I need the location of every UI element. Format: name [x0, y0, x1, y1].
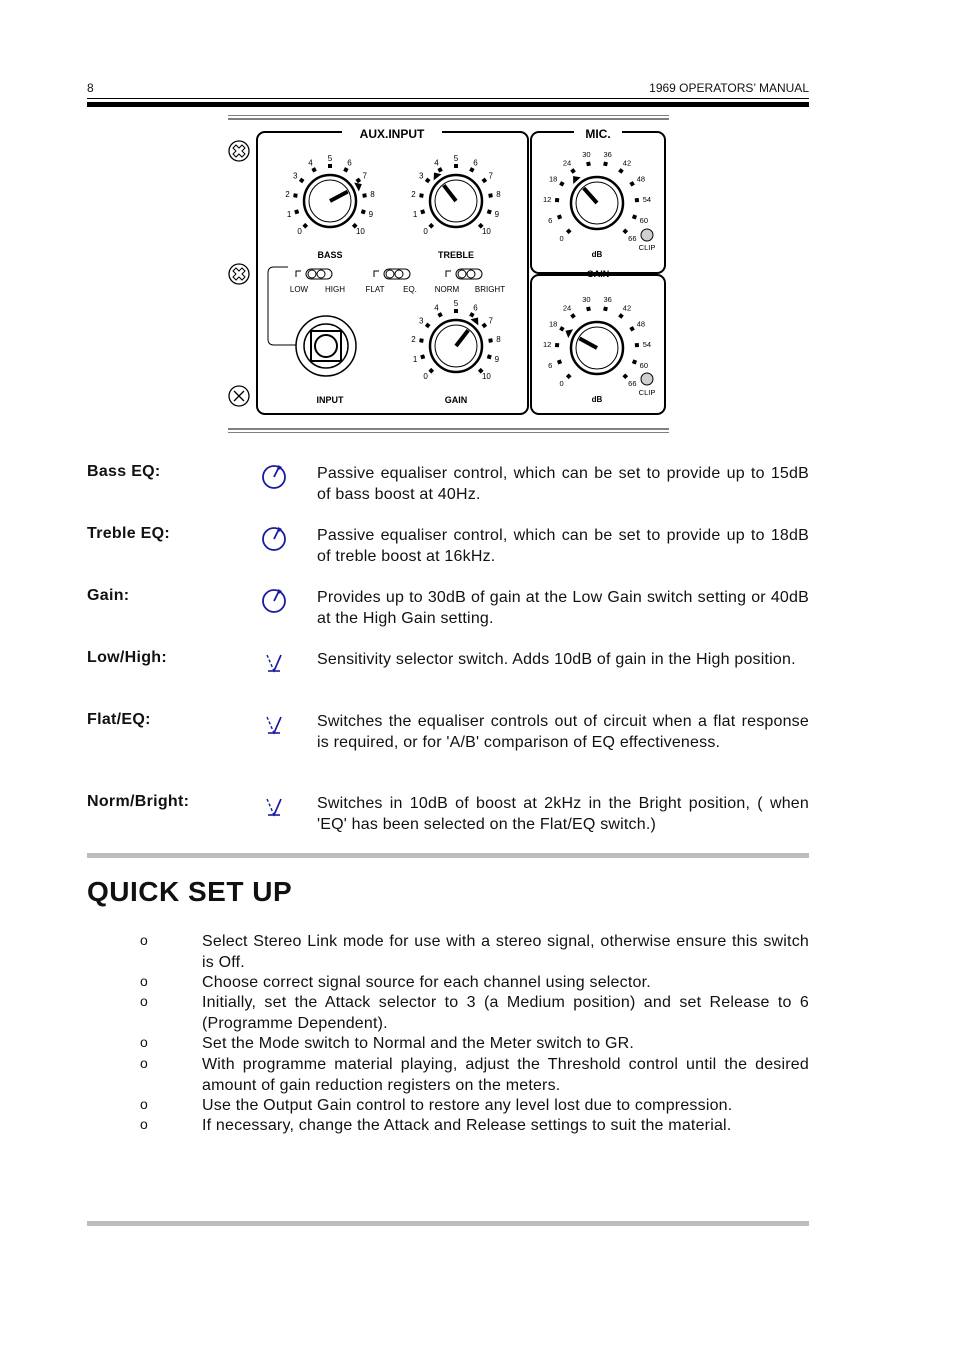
knob-scale-label: 7 — [488, 171, 494, 181]
knob-scale-label: 4 — [434, 158, 439, 168]
knob-scale-label: 9 — [494, 355, 500, 365]
toggle-switch-icon — [259, 791, 289, 821]
knob-scale-label: 30 — [582, 294, 591, 304]
clip-label: CLIP — [638, 388, 656, 397]
treble-label: TREBLE — [438, 250, 474, 260]
bullet-icon: o — [140, 993, 148, 1009]
setup-step-text: If necessary, change the Attack and Release settings to suit the material. — [202, 1117, 732, 1134]
knob-scale-label: 0 — [297, 227, 302, 237]
knob-scale-label: 1 — [412, 355, 418, 365]
knob-scale-label: 8 — [496, 190, 501, 200]
definition-term: Treble EQ: — [87, 525, 171, 542]
knob-scale-label: 6 — [347, 158, 352, 168]
knob-scale-label: 66 — [628, 233, 637, 243]
rack-screw-icon — [229, 141, 249, 161]
knob-scale-label: 3 — [292, 171, 298, 181]
mic-title: MIC. — [585, 127, 611, 141]
mic-gain-knob[interactable] — [543, 150, 651, 243]
knob-scale-label: 54 — [642, 195, 652, 205]
definition-description: Sensitivity selector switch. Adds 10dB of gain in the High position. — [317, 651, 796, 668]
toggle-switch-icon — [259, 647, 289, 677]
knob-scale-label: 10 — [355, 227, 365, 237]
definition-term: Low/High: — [87, 649, 168, 666]
mic-gain-knob[interactable] — [543, 295, 651, 388]
knob-scale-label: 3 — [418, 316, 424, 326]
knob-scale-label: 30 — [582, 149, 591, 159]
definition-description: Provides up to 30dB of gain at the Low Gain switch setting or 40dB at the High Gain setting. — [317, 589, 809, 627]
header-rule — [87, 102, 809, 107]
footer-divider — [87, 1221, 809, 1226]
section-divider — [87, 853, 809, 858]
definition-description: Switches the equaliser controls out of circuit when a flat response is required, or for 'A/B' comparison of EQ effectiveness. — [317, 713, 809, 751]
knob-icon — [259, 585, 289, 615]
section-title: QUICK SET UP — [87, 876, 293, 907]
knob-scale-label: 6 — [473, 303, 478, 313]
switch-flat-label: FLAT — [365, 285, 385, 294]
input-jack[interactable] — [296, 316, 356, 376]
setup-step-text: Set the Mode switch to Normal and the Meter switch to GR. — [202, 1035, 635, 1052]
knob-scale-label: 1 — [412, 210, 418, 220]
knob-scale-label: 66 — [628, 378, 637, 388]
setup-step-text: With programme material playing, adjust the Threshold control until the desired amount of gain reduction registers on the meters. — [202, 1056, 809, 1094]
knob-scale-label: 0 — [423, 227, 428, 237]
low-high-switch[interactable] — [296, 269, 332, 279]
switch-high-label: HIGH — [325, 285, 345, 294]
knob-scale-label: 0 — [559, 233, 564, 243]
knob-scale-label: 60 — [639, 361, 649, 371]
clip-led — [641, 373, 653, 385]
knob-scale-label: 5 — [453, 153, 459, 163]
definition-description: Passive equaliser control, which can be set to provide up to 18dB of treble boost at 16kHz. — [317, 527, 809, 565]
knob-scale-label: 5 — [453, 298, 459, 308]
knob-scale-label: 6 — [548, 216, 553, 226]
bullet-icon: o — [140, 1055, 148, 1071]
switch-bright-label: BRIGHT — [474, 285, 506, 294]
mic-gain-label: GAIN — [586, 269, 610, 279]
switch-eq-label: EQ. — [403, 285, 417, 294]
knob-scale-label: 0 — [559, 378, 564, 388]
bullet-icon: o — [140, 1034, 148, 1050]
bullet-icon: o — [140, 1116, 148, 1132]
knob-scale-label: 42 — [622, 303, 632, 313]
rack-screw-icon — [229, 264, 249, 284]
definition-term: Gain: — [87, 587, 130, 604]
knob-scale-label: 3 — [418, 171, 424, 181]
knob-scale-label: 12 — [542, 195, 552, 205]
knob-scale-label: 42 — [622, 158, 632, 168]
db-label: dB — [591, 395, 603, 404]
definition-term: Norm/Bright: — [87, 793, 190, 810]
switch-norm-label: NORM — [434, 285, 460, 294]
knob-scale-label: 4 — [308, 158, 313, 168]
page-number: 8 — [87, 81, 94, 95]
knob-scale-label: 7 — [362, 171, 368, 181]
gain-knob[interactable] — [411, 299, 501, 381]
definition-term: Bass EQ: — [87, 463, 161, 480]
bass-label: BASS — [317, 250, 343, 260]
knob-scale-label: 2 — [411, 335, 416, 345]
definition-description: Switches in 10dB of boost at 2kHz in the Bright position, ( when 'EQ' has been selected on the Flat/EQ switch.) — [317, 795, 809, 833]
setup-step-text: Initially, set the Attack selector to 3 (a Medium position) and set Release to 6 (Programme Dependent). — [202, 994, 809, 1032]
flat-eq-switch[interactable] — [374, 269, 410, 279]
manual-title: 1969 OPERATORS’ MANUAL — [649, 81, 809, 95]
norm-bright-switch[interactable] — [446, 269, 482, 279]
knob-scale-label: 1 — [286, 210, 292, 220]
knob-scale-label: 2 — [285, 190, 290, 200]
gain-label: GAIN — [444, 395, 468, 405]
clip-label: CLIP — [638, 243, 656, 252]
knob-scale-label: 12 — [542, 340, 552, 350]
rack-screw-icon — [229, 386, 249, 406]
clip-led — [641, 229, 653, 241]
db-label: dB — [591, 250, 603, 259]
bass-knob[interactable] — [285, 154, 375, 236]
knob-scale-label: 10 — [481, 372, 491, 382]
knob-scale-label: 0 — [423, 372, 428, 382]
setup-step-text: Select Stereo Link mode for use with a stereo signal, otherwise ensure this switch is Off. — [202, 933, 809, 971]
header-rule-thin — [87, 98, 809, 99]
bullet-icon: o — [140, 973, 148, 989]
knob-scale-label: 5 — [327, 153, 333, 163]
knob-scale-label: 7 — [488, 316, 494, 326]
switch-low-label: LOW — [289, 285, 309, 294]
knob-scale-label: 18 — [548, 174, 558, 184]
knob-icon — [259, 461, 289, 491]
knob-scale-label: 9 — [368, 210, 374, 220]
knob-scale-label: 6 — [473, 158, 478, 168]
bullet-icon: o — [140, 1096, 148, 1112]
treble-knob[interactable] — [411, 154, 501, 236]
knob-scale-label: 48 — [636, 174, 646, 184]
knob-scale-label: 54 — [642, 340, 652, 350]
knob-scale-label: 6 — [548, 361, 553, 371]
definition-description: Passive equaliser control, which can be set to provide up to 15dB of bass boost at 40Hz. — [317, 465, 809, 503]
knob-scale-label: 24 — [562, 303, 572, 313]
knob-scale-label: 24 — [562, 158, 572, 168]
aux-input-title: AUX.INPUT — [359, 127, 425, 141]
knob-scale-label: 18 — [548, 319, 558, 329]
knob-scale-label: 36 — [603, 294, 612, 304]
knob-scale-label: 8 — [370, 190, 375, 200]
toggle-switch-icon — [259, 709, 289, 739]
knob-scale-label: 4 — [434, 303, 439, 313]
setup-step-text: Use the Output Gain control to restore any level lost due to compression. — [202, 1097, 733, 1114]
knob-scale-label: 8 — [496, 335, 501, 345]
bullet-icon: o — [140, 932, 148, 948]
knob-scale-label: 10 — [481, 227, 491, 237]
knob-scale-label: 2 — [411, 190, 416, 200]
knob-scale-label: 60 — [639, 216, 649, 226]
front-panel-diagram — [226, 115, 671, 433]
input-label: INPUT — [316, 395, 344, 405]
definition-term: Flat/EQ: — [87, 711, 151, 728]
knob-icon — [259, 523, 289, 553]
setup-step-text: Choose correct signal source for each channel using selector. — [202, 974, 651, 991]
knob-scale-label: 9 — [494, 210, 500, 220]
knob-scale-label: 48 — [636, 319, 646, 329]
knob-scale-label: 36 — [603, 149, 612, 159]
